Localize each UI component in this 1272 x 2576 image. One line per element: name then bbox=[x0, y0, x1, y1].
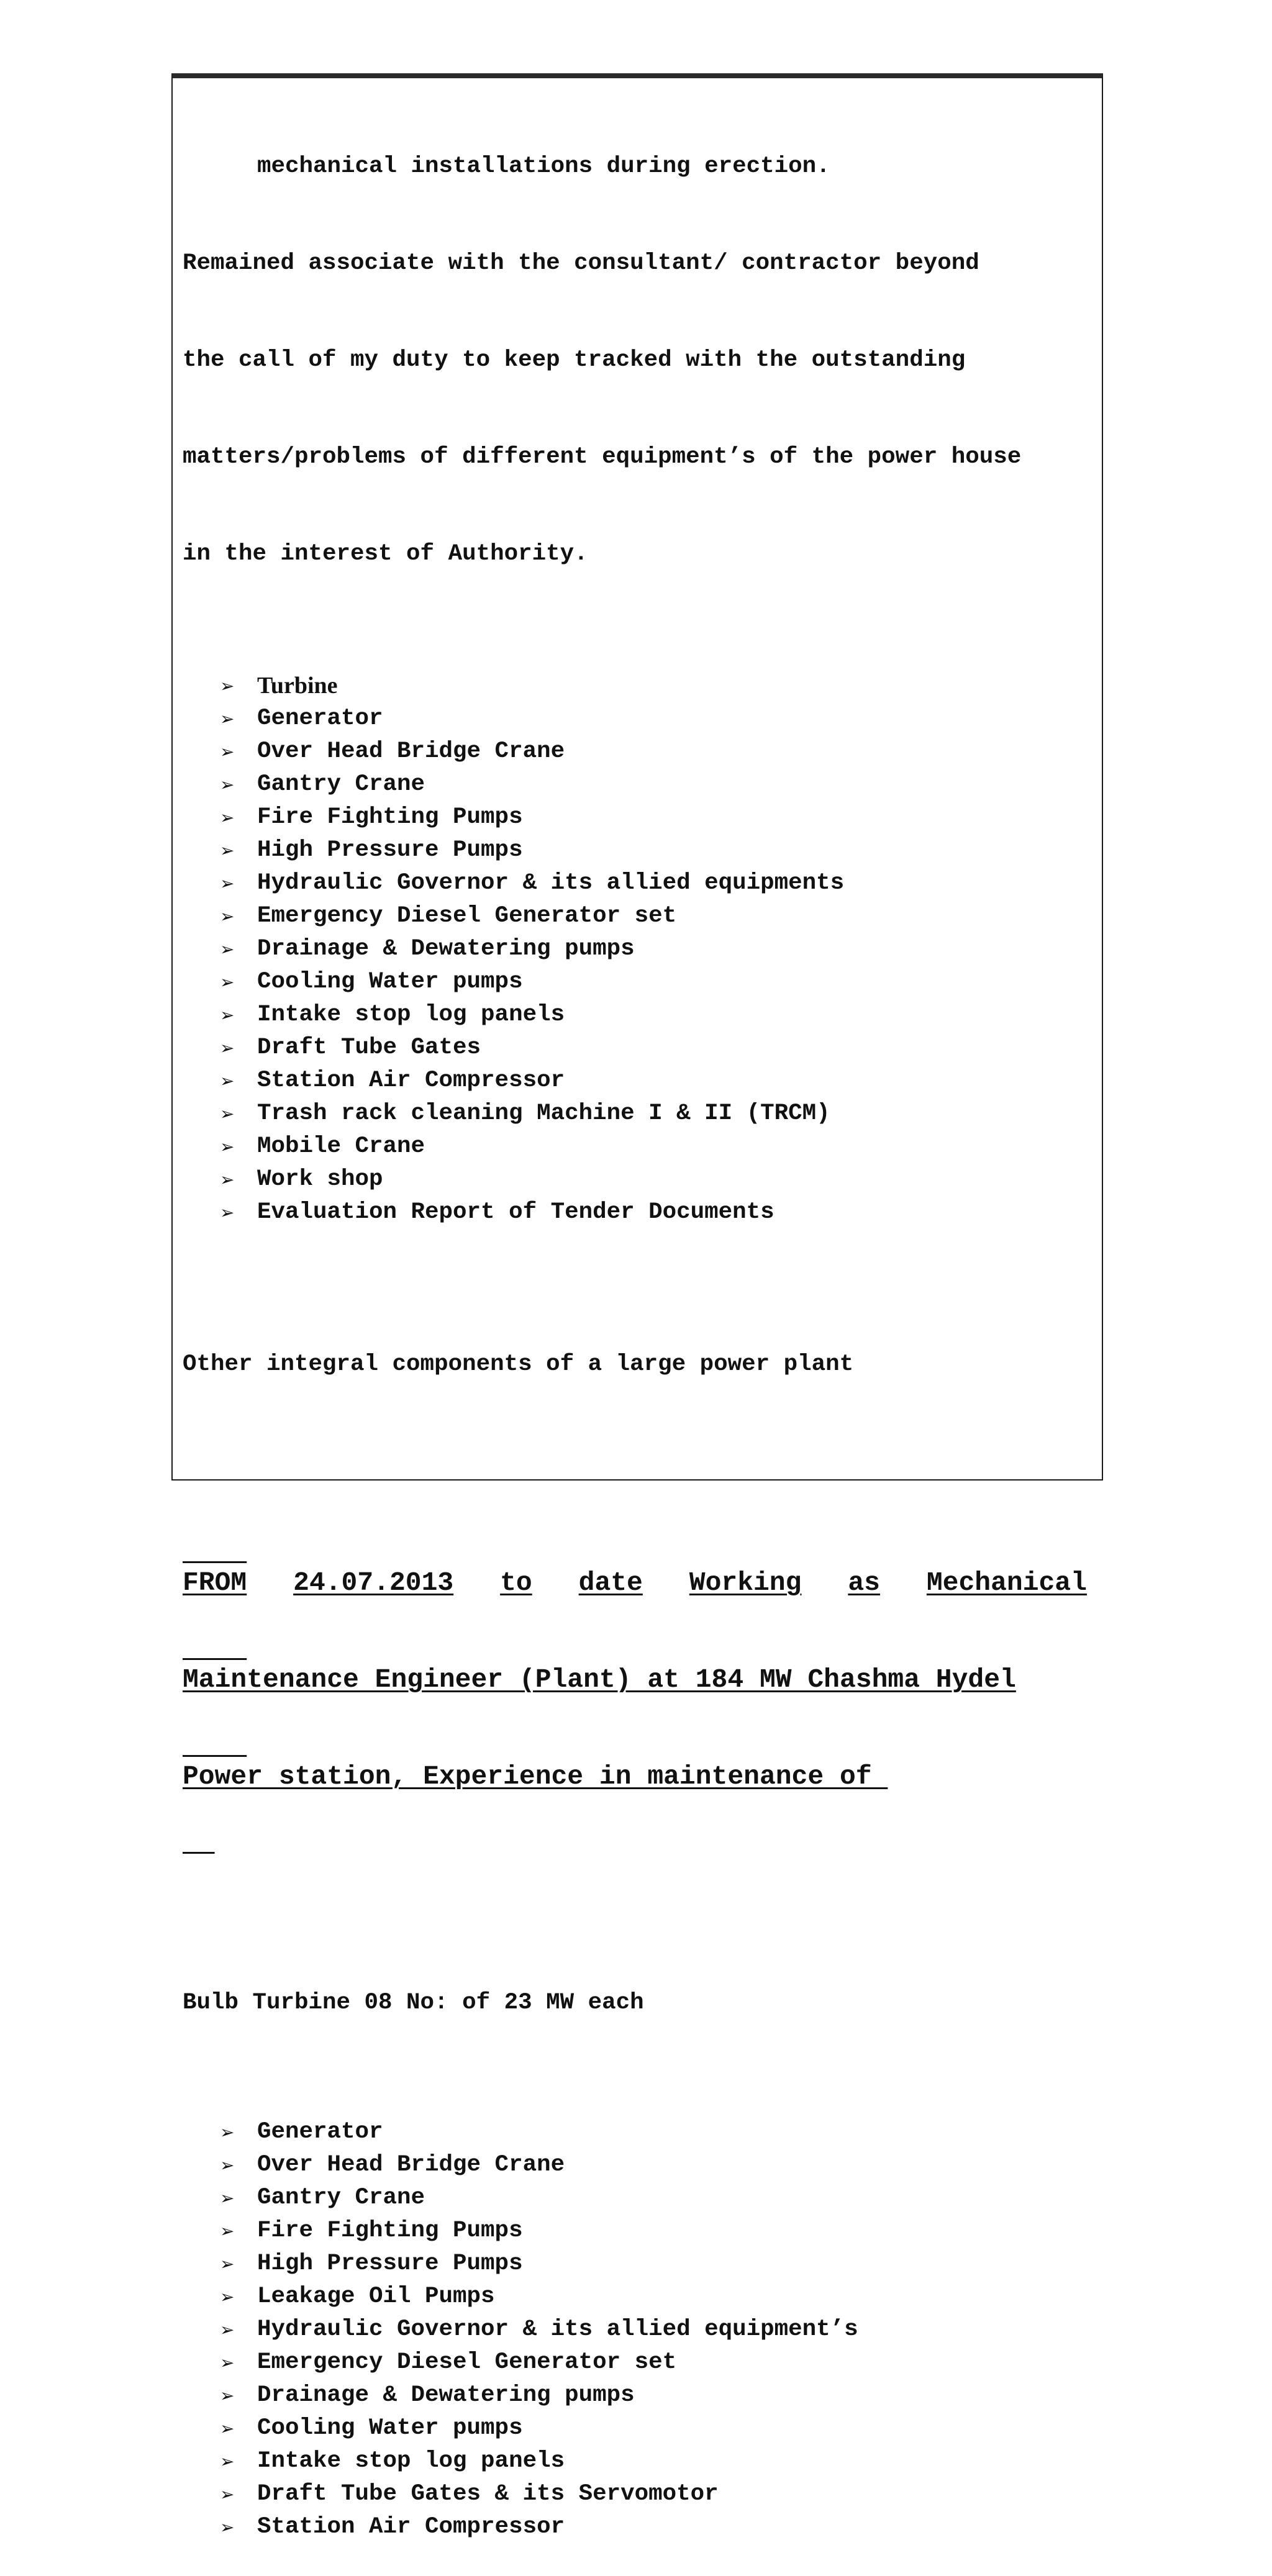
arrow-bullet-icon: ➢ bbox=[220, 2254, 235, 2274]
list-item bbox=[183, 768, 1096, 801]
list-item bbox=[183, 2379, 1096, 2412]
list-item-label: Fire Fighting Pumps bbox=[257, 2218, 523, 2244]
arrow-bullet-icon: ➢ bbox=[220, 2188, 235, 2208]
list-item bbox=[183, 1163, 1096, 1196]
list-item bbox=[183, 2313, 1096, 2346]
arrow-bullet-icon: ➢ bbox=[220, 2418, 235, 2439]
arrow-bullet-icon: ➢ bbox=[220, 2484, 235, 2505]
list-item bbox=[183, 1064, 1096, 1097]
list-item-label: Station Air Compressor bbox=[257, 1068, 565, 1094]
list-item bbox=[183, 867, 1096, 900]
equipment-list-2 bbox=[183, 2116, 1096, 2544]
intro-paragraph-line: in the interest of Authority. bbox=[183, 541, 588, 567]
list-item bbox=[183, 933, 1096, 966]
arrow-bullet-icon: ➢ bbox=[220, 873, 235, 894]
arrow-bullet-icon: ➢ bbox=[220, 709, 235, 729]
list-item bbox=[183, 1130, 1096, 1163]
list-item bbox=[183, 900, 1096, 933]
list-item-label: Gantry Crane bbox=[257, 771, 425, 797]
bulb-turbine-subheading: Bulb Turbine 08 No: of 23 MW each bbox=[183, 1990, 644, 2016]
heading-word: to bbox=[500, 1567, 532, 1598]
list-item bbox=[183, 999, 1096, 1032]
arrow-bullet-icon: ➢ bbox=[220, 1202, 235, 1223]
list-item bbox=[183, 735, 1096, 768]
arrow-bullet-icon: ➢ bbox=[220, 2517, 235, 2537]
intro-paragraph-line: matters/problems of different equipment’s of the power house bbox=[183, 444, 1022, 470]
heading-word: Mechanical bbox=[926, 1567, 1087, 1598]
heading-word: FROM bbox=[183, 1567, 247, 1598]
list-item bbox=[183, 801, 1096, 834]
intro-line: mechanical installations during erection. bbox=[257, 153, 830, 179]
list-item-label: Draft Tube Gates bbox=[257, 1035, 481, 1061]
list-item-label: Station Air Compressor bbox=[257, 2514, 565, 2540]
intro-paragraph-line: Remained associate with the consultant/ contractor beyond bbox=[183, 250, 979, 276]
arrow-bullet-icon: ➢ bbox=[220, 742, 235, 762]
list-item bbox=[183, 1097, 1096, 1130]
heading-line-3: Power station, Experience in maintenance of bbox=[183, 1761, 888, 1792]
list-item-label: Generator bbox=[257, 2119, 383, 2145]
list-item-label: Over Head Bridge Crane bbox=[257, 2152, 565, 2178]
arrow-bullet-icon: ➢ bbox=[220, 774, 235, 795]
arrow-bullet-icon: ➢ bbox=[220, 1005, 235, 1025]
arrow-bullet-icon: ➢ bbox=[220, 2155, 235, 2175]
list-item-label: Emergency Diesel Generator set bbox=[257, 2349, 677, 2375]
list-item bbox=[183, 669, 1096, 702]
heading-word: Working bbox=[689, 1567, 802, 1598]
list-item-label: Hydraulic Governor & its allied equipments bbox=[257, 870, 845, 896]
list-item bbox=[183, 2247, 1096, 2280]
arrow-bullet-icon: ➢ bbox=[220, 972, 235, 992]
list-item bbox=[183, 2116, 1096, 2149]
list-item bbox=[183, 2182, 1096, 2215]
list-item-label: Intake stop log panels bbox=[257, 1002, 565, 1028]
arrow-bullet-icon: ➢ bbox=[220, 2287, 235, 2307]
arrow-bullet-icon: ➢ bbox=[220, 1104, 235, 1124]
list-item bbox=[183, 2478, 1096, 2511]
arrow-bullet-icon: ➢ bbox=[220, 1136, 235, 1157]
list-item-label: Intake stop log panels bbox=[257, 2448, 565, 2474]
list-item-label: Generator bbox=[257, 705, 383, 732]
list-item bbox=[183, 2412, 1096, 2445]
arrow-bullet-icon: ➢ bbox=[220, 1071, 235, 1091]
list-item bbox=[183, 2346, 1096, 2379]
list-item-label: Emergency Diesel Generator set bbox=[257, 903, 677, 929]
list-item-label: Turbine bbox=[257, 673, 338, 699]
arrow-bullet-icon: ➢ bbox=[220, 2320, 235, 2340]
list-item bbox=[183, 2445, 1096, 2478]
list-item bbox=[183, 702, 1096, 735]
arrow-bullet-icon: ➢ bbox=[220, 840, 235, 861]
arrow-bullet-icon: ➢ bbox=[220, 2352, 235, 2373]
list-item-label: Draft Tube Gates & its Servomotor bbox=[257, 2481, 719, 2507]
arrow-bullet-icon: ➢ bbox=[220, 2221, 235, 2241]
list-item-label: Over Head Bridge Crane bbox=[257, 738, 565, 764]
heading-line-1 bbox=[183, 1567, 1087, 1599]
list-item-label: Trash rack cleaning Machine I & II (TRCM) bbox=[257, 1100, 830, 1127]
list-item-label: Fire Fighting Pumps bbox=[257, 804, 523, 830]
list-item-label: Cooling Water pumps bbox=[257, 969, 523, 995]
list-item bbox=[183, 2149, 1096, 2182]
arrow-bullet-icon: ➢ bbox=[220, 1038, 235, 1058]
other-components-text: Other integral components of a large power plant bbox=[183, 1351, 854, 1377]
heading-word: date bbox=[578, 1567, 643, 1598]
list-item-label: Drainage & Dewatering pumps bbox=[257, 2382, 635, 2408]
list-item-label: High Pressure Pumps bbox=[257, 837, 523, 863]
list-item-label: Leakage Oil Pumps bbox=[257, 2283, 495, 2310]
list-item bbox=[183, 2280, 1096, 2313]
section-heading bbox=[183, 1502, 1096, 1857]
list-item-label: Mobile Crane bbox=[257, 1133, 425, 1159]
list-item-label: Work shop bbox=[257, 1166, 383, 1192]
list-item bbox=[183, 2215, 1096, 2247]
list-item bbox=[183, 1196, 1096, 1229]
heading-word: as bbox=[848, 1567, 880, 1598]
arrow-bullet-icon: ➢ bbox=[220, 807, 235, 828]
heading-line-2: Maintenance Engineer (Plant) at 184 MW Chashma Hydel bbox=[183, 1664, 1016, 1695]
arrow-bullet-icon: ➢ bbox=[220, 676, 235, 696]
list-item bbox=[183, 834, 1096, 867]
list-item-label: Hydraulic Governor & its allied equipment’s bbox=[257, 2316, 858, 2342]
list-item-label: Gantry Crane bbox=[257, 2185, 425, 2211]
arrow-bullet-icon: ➢ bbox=[220, 939, 235, 959]
equipment-list-1 bbox=[183, 669, 1096, 1229]
list-item-label: High Pressure Pumps bbox=[257, 2251, 523, 2277]
document-body bbox=[183, 86, 1096, 2576]
arrow-bullet-icon: ➢ bbox=[220, 1169, 235, 1190]
list-item bbox=[183, 1032, 1096, 1064]
heading-word: 24.07.2013 bbox=[293, 1567, 454, 1598]
list-item bbox=[183, 2511, 1096, 2544]
arrow-bullet-icon: ➢ bbox=[220, 906, 235, 927]
list-item-label: Evaluation Report of Tender Documents bbox=[257, 1199, 775, 1225]
list-item-label: Cooling Water pumps bbox=[257, 2415, 523, 2441]
list-item-label: Drainage & Dewatering pumps bbox=[257, 936, 635, 962]
intro-paragraph-line: the call of my duty to keep tracked with the outstanding bbox=[183, 347, 966, 373]
arrow-bullet-icon: ➢ bbox=[220, 2385, 235, 2406]
arrow-bullet-icon: ➢ bbox=[220, 2451, 235, 2472]
list-item bbox=[183, 966, 1096, 999]
arrow-bullet-icon: ➢ bbox=[220, 2122, 235, 2143]
